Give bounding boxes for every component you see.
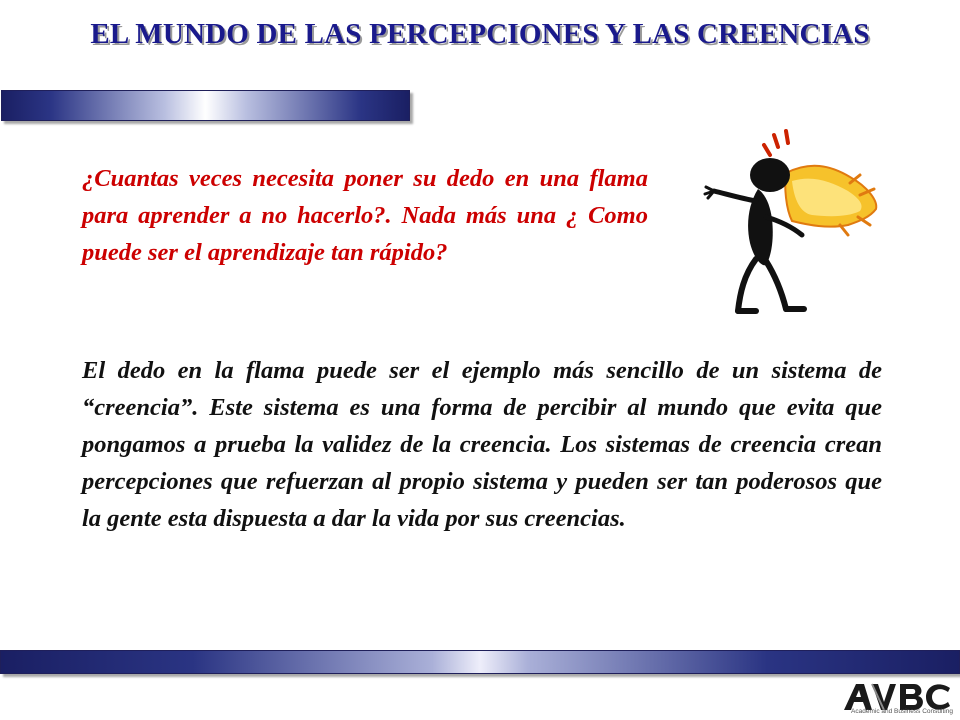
body-paragraph: El dedo en la flama puede ser el ejemplo más sencillo de un sistema de “creencia”. Este sistema es una forma de percibir al mundo que evita que pongamos a prueba la validez de la creencia. Los sistemas de creencia crean percepciones que refuerzan al propio sistema y pueden ser tan poderosos que la gente esta dispuesta a dar la vida por sus creencias. [82, 357, 882, 532]
question-text: ¿Cuantas veces necesita poner su dedo en una flama para aprender a no hacerlo?. Nada más una ¿ Como puede ser el aprendizaje tan rápido? [82, 165, 648, 266]
logo-tagline: Academic and Business Consulting [851, 708, 953, 715]
flame-icon [785, 166, 876, 235]
footer-bar [0, 650, 960, 674]
alert-marks [764, 131, 788, 155]
fire-breathing-figure-icon [700, 125, 885, 320]
title-underline-bar [1, 90, 410, 121]
slide-title: EL MUNDO DE LAS PERCEPCIONES Y LAS CREENCIAS [90, 18, 870, 50]
head [750, 158, 790, 192]
